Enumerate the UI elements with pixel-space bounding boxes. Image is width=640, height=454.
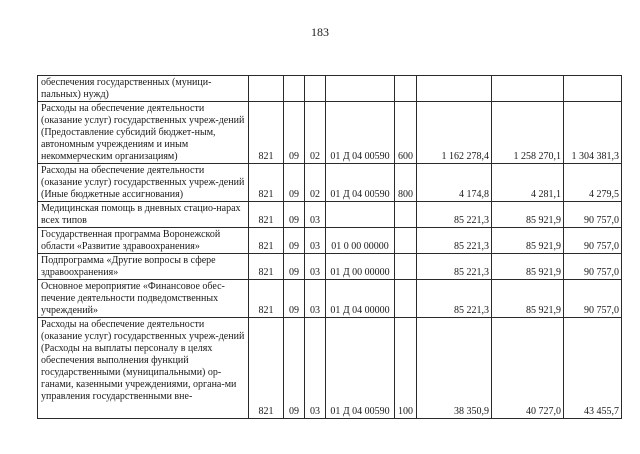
cell-rz: 09 [284, 254, 305, 280]
cell-grbs [249, 76, 284, 102]
cell-vr: 100 [395, 318, 417, 419]
page-number: 183 [311, 25, 329, 39]
cell-name: Расходы на обеспечение деятельности (оказание услуг) государственных учреж-дений (Иные бюджетные ассигнования) [38, 164, 249, 202]
table-row [38, 164, 622, 202]
cell-amount-1: 85 221,3 [417, 228, 492, 254]
cell-amount-3 [564, 76, 622, 102]
table-row [38, 76, 622, 102]
cell-vr [395, 76, 417, 102]
cell-rz [284, 76, 305, 102]
cell-pr: 02 [305, 102, 326, 164]
cell-csr: 01 Д 00 00000 [326, 254, 395, 280]
cell-amount-1: 1 162 278,4 [417, 102, 492, 164]
cell-rz: 09 [284, 280, 305, 318]
table-row [38, 202, 622, 228]
cell-amount-3: 90 757,0 [564, 228, 622, 254]
cell-csr [326, 76, 395, 102]
cell-pr [305, 76, 326, 102]
cell-name: Расходы на обеспечение деятельности (оказание услуг) государственных учреж-дений (Расходы на выплаты персоналу в целях обеспечения выполнения функций государственными (муниципальными) ор-ганами, казенными учреждениями, органа-ми управления государственными вне- [38, 318, 249, 419]
cell-amount-1: 85 221,3 [417, 202, 492, 228]
cell-name: Медицинская помощь в дневных стацио-нарах всех типов [38, 202, 249, 228]
budget-table [37, 75, 622, 419]
table-row [38, 254, 622, 280]
cell-amount-2: 85 921,9 [492, 202, 564, 228]
cell-vr [395, 280, 417, 318]
cell-amount-1 [417, 76, 492, 102]
cell-csr: 01 Д 04 00590 [326, 318, 395, 419]
cell-pr: 03 [305, 318, 326, 419]
cell-grbs: 821 [249, 280, 284, 318]
cell-csr: 01 Д 04 00590 [326, 164, 395, 202]
table-row [38, 102, 622, 164]
cell-vr [395, 228, 417, 254]
cell-amount-2: 1 258 270,1 [492, 102, 564, 164]
table-row [38, 280, 622, 318]
cell-name: Расходы на обеспечение деятельности (оказание услуг) государственных учреж-дений (Предоставление субсидий бюджет-ным, автономным учреждениям и иным некоммерческим организациям) [38, 102, 249, 164]
table-row [38, 228, 622, 254]
cell-grbs: 821 [249, 102, 284, 164]
cell-grbs: 821 [249, 228, 284, 254]
cell-pr: 02 [305, 164, 326, 202]
cell-amount-3: 90 757,0 [564, 202, 622, 228]
cell-amount-3: 4 279,5 [564, 164, 622, 202]
cell-csr [326, 202, 395, 228]
table-body [38, 76, 622, 419]
cell-vr: 800 [395, 164, 417, 202]
cell-rz: 09 [284, 318, 305, 419]
cell-amount-3: 43 455,7 [564, 318, 622, 419]
cell-grbs: 821 [249, 164, 284, 202]
cell-amount-2: 4 281,1 [492, 164, 564, 202]
cell-grbs: 821 [249, 318, 284, 419]
cell-name: Подпрограмма «Другие вопросы в сфере здравоохранения» [38, 254, 249, 280]
cell-name: Основное мероприятие «Финансовое обес-печение деятельности подведомственных учреждений» [38, 280, 249, 318]
cell-grbs: 821 [249, 202, 284, 228]
table-row [38, 318, 622, 419]
cell-rz: 09 [284, 102, 305, 164]
cell-amount-3: 90 757,0 [564, 254, 622, 280]
cell-amount-2: 85 921,9 [492, 228, 564, 254]
cell-rz: 09 [284, 164, 305, 202]
cell-pr: 03 [305, 228, 326, 254]
cell-vr [395, 202, 417, 228]
cell-name: Государственная программа Воронежской области «Развитие здравоохранения» [38, 228, 249, 254]
cell-amount-2: 85 921,9 [492, 254, 564, 280]
cell-pr: 03 [305, 280, 326, 318]
cell-csr: 01 Д 04 00590 [326, 102, 395, 164]
cell-vr: 600 [395, 102, 417, 164]
cell-pr: 03 [305, 254, 326, 280]
cell-amount-1: 38 350,9 [417, 318, 492, 419]
cell-rz: 09 [284, 228, 305, 254]
cell-amount-3: 90 757,0 [564, 280, 622, 318]
cell-amount-3: 1 304 381,3 [564, 102, 622, 164]
cell-csr: 01 0 00 00000 [326, 228, 395, 254]
cell-pr: 03 [305, 202, 326, 228]
cell-amount-2: 85 921,9 [492, 280, 564, 318]
cell-vr [395, 254, 417, 280]
cell-grbs: 821 [249, 254, 284, 280]
cell-csr: 01 Д 04 00000 [326, 280, 395, 318]
cell-amount-2: 40 727,0 [492, 318, 564, 419]
cell-amount-1: 4 174,8 [417, 164, 492, 202]
cell-rz: 09 [284, 202, 305, 228]
cell-amount-1: 85 221,3 [417, 254, 492, 280]
cell-amount-1: 85 221,3 [417, 280, 492, 318]
cell-amount-2 [492, 76, 564, 102]
cell-name: обеспечения государственных (муници-пальных) нужд) [38, 76, 249, 102]
